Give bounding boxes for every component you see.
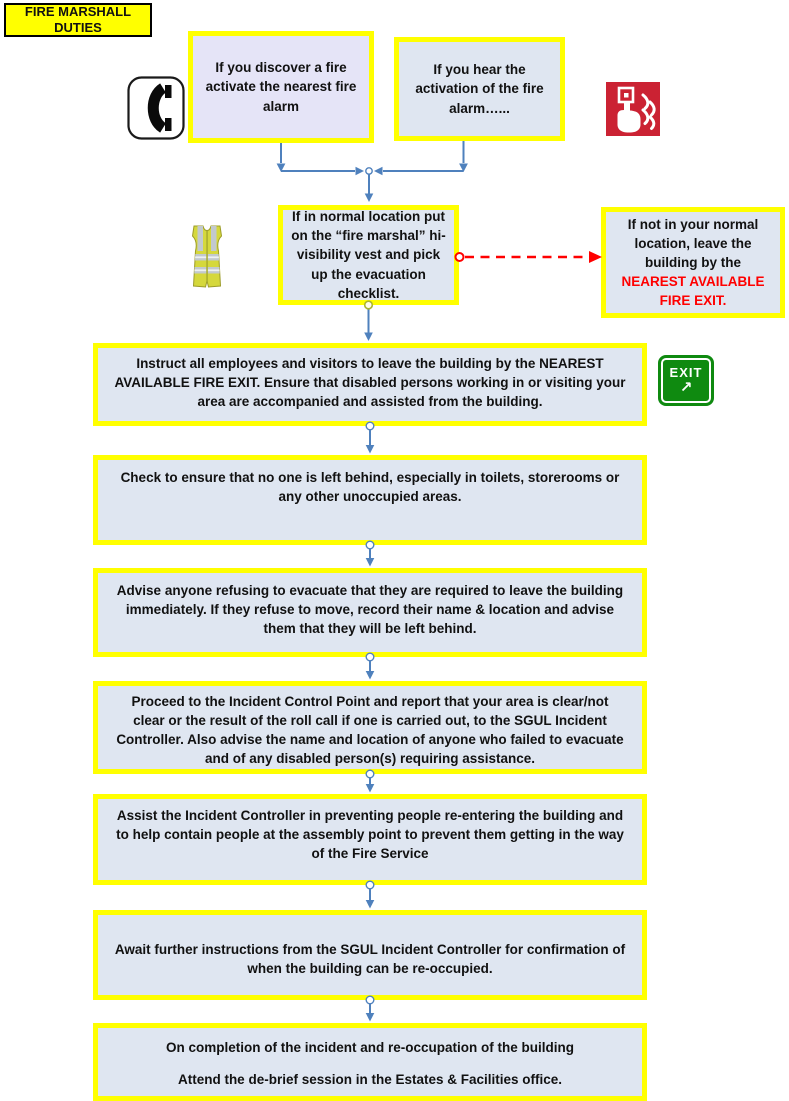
arrowhead-into-assist — [366, 784, 375, 793]
box-hear-alarm — [394, 37, 565, 141]
hi-vis-vest-graphic — [177, 223, 237, 291]
page-title — [4, 3, 152, 37]
fire-exit-sign-label: EXIT — [669, 365, 703, 380]
arrowhead-into-check — [366, 445, 375, 454]
box-discover-fire-text: If you discover a fire activate the nearest fire alarm — [205, 60, 357, 114]
arrowhead-into-normal — [365, 194, 374, 203]
box-step-advise — [93, 568, 647, 657]
arrowhead-hear — [459, 164, 468, 173]
box-step-completion-line2: Attend the de-brief session in the Estates & Facilities office. — [177, 1071, 563, 1087]
box-step-await-text: Await further instructions from the SGUL Incident Controller for confirmation of when the building can be re-occupied. — [114, 942, 626, 976]
box-not-normal-location — [601, 207, 785, 318]
box-discover-fire — [188, 31, 374, 143]
page-title-text: FIRE MARSHALL DUTIES — [24, 4, 132, 35]
box-step-await — [93, 910, 647, 1000]
box-step-assist-text: Assist the Incident Controller in preventing people re-entering the building and to help contain people at the assembly point to prevent them getting in the way of the Fire Service — [116, 808, 624, 861]
box-hear-alarm-text: If you hear the activation of the fire alarm…... — [415, 62, 544, 116]
box-step-proceed-text: Proceed to the Incident Control Point and report that your area is clear/not clear or the result of the roll call if one is carried out, to the SGUL Incident Controller. Also advise the name and location of anyone who failed to evacuate and of any disabled person(s) requiring assistance. — [116, 694, 624, 766]
box-step-instruct-text: Instruct all employees and visitors to leave the building by the NEAREST AVAILABLE FIRE EXIT. Ensure that disabled persons working in or visiting your area are accompanied and assisted from the building. — [114, 356, 626, 409]
box-step-completion — [93, 1023, 647, 1101]
telephone-icon — [127, 76, 185, 140]
box-step-assist — [93, 794, 647, 885]
box-normal-location-text: If in normal location put on the “fire marshal” hi-visibility vest and pick up the evacuation checklist. — [291, 209, 446, 301]
box-step-check — [93, 455, 647, 545]
box-step-completion-line1: On completion of the incident and re-occupation of the building — [166, 1040, 574, 1055]
junction-point — [366, 168, 372, 174]
arrowhead-discover — [277, 164, 286, 173]
box-step-check-text: Check to ensure that no one is left behind, especially in toilets, storerooms or any other unoccupied areas. — [120, 470, 620, 504]
box-step-advise-text: Advise anyone refusing to evacuate that they are required to leave the building immediately. If they refuse to move, record their name & location and advise them that they will be left behind. — [116, 583, 624, 636]
arrowhead-merge-left — [356, 167, 365, 176]
fire-exit-arrow-icon: ↗ — [679, 379, 693, 396]
telephone-icon-graphic — [127, 76, 185, 140]
fire-alarm-call-point-icon — [604, 80, 662, 138]
fire-exit-sign — [658, 355, 714, 406]
arrowhead-into-await — [366, 900, 375, 909]
box-normal-location — [278, 205, 459, 305]
fire-alarm-call-point-graphic — [606, 82, 660, 136]
arrowhead-into-completion — [366, 1013, 375, 1022]
arrowhead-merge-right — [374, 167, 383, 176]
fire-exit-sign-inner — [661, 358, 711, 403]
not-normal-text-red: NEAREST AVAILABLE FIRE EXIT. — [621, 274, 765, 309]
hi-vis-vest-image — [177, 223, 237, 291]
connector-red-dashed — [456, 251, 603, 263]
arrowhead-into-advise — [366, 558, 375, 567]
arrowhead-into-instruct — [364, 333, 373, 342]
box-not-normal-location-text — [606, 215, 780, 311]
not-normal-text-black: If not in your normal location, leave the building by the — [627, 216, 759, 270]
box-step-proceed — [93, 681, 647, 774]
arrowhead-into-proceed — [366, 671, 375, 680]
box-step-instruct — [93, 343, 647, 426]
